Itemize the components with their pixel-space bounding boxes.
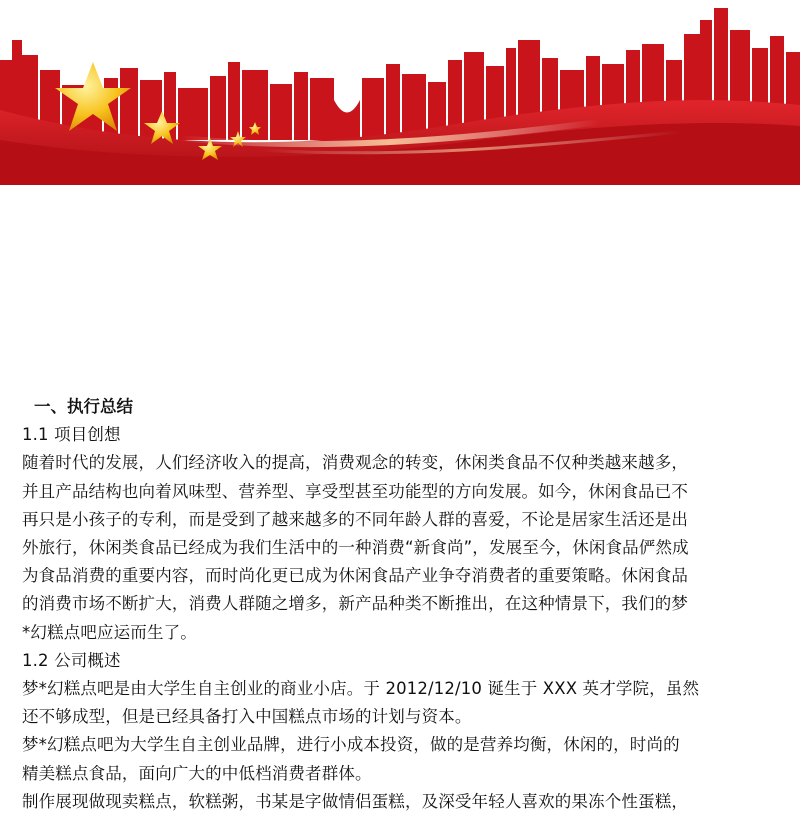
- paragraph-line: 梦*幻糕点吧为大学生自主创业品牌，进行小成本投资，做的是营养均衡，休闲的，时尚的: [22, 735, 680, 755]
- section-heading: 一、执行总结: [34, 397, 133, 416]
- paragraph-line: 还不够成型，但是已经具备打入中国糕点市场的计划与资本。: [22, 707, 472, 727]
- paragraph-line: 制作展现做现卖糕点，软糕粥，书某是字做情侣蛋糕，及深受年轻人喜欢的果冻个性蛋糕，: [22, 791, 688, 811]
- paragraph-line: 再只是小孩子的专利，而是受到了越来越多的不同年龄人群的喜爱，不论是居家生活还是出: [22, 509, 688, 529]
- skyline-banner-graphic: [0, 0, 800, 185]
- paragraph-line: 并且产品结构也向着风味型、营养型、享受型甚至功能型的方向发展。如今，休闲食品已不: [22, 481, 688, 501]
- paragraph-company-overview: [22, 675, 782, 816]
- paragraph-line: 梦*幻糕点吧是由大学生自主创业的商业小店。于 2012/12/10 诞生于 XXX 英才学院，虽然: [22, 679, 700, 699]
- paragraph-line: 随着时代的发展，人们经济收入的提高，消费观念的转变，休闲类食品不仅种类越来越多，: [22, 453, 688, 473]
- subsection-title: 1.1 项目创想: [22, 425, 121, 445]
- paragraph-line: 的消费市场不断扩大，消费人群随之增多，新产品种类不断推出，在这种情景下，我们的梦: [22, 594, 688, 614]
- paragraph-line: 精美糕点食品，面向广大的中低档消费者群体。: [22, 763, 372, 783]
- paragraph-line: 外旅行，休闲类食品已经成为我们生活中的一种消费“新食尚”，发展至今，休闲食品俨然成: [22, 538, 689, 558]
- subsection-title: 1.2 公司概述: [22, 650, 121, 670]
- paragraph-line: 为食品消费的重要内容，而时尚化更已成为休闲食品产业争夺消费者的重要策略。休闲食品: [22, 566, 688, 586]
- header-banner: [0, 0, 800, 185]
- paragraph-line: *幻糕点吧应运而生了。: [22, 622, 197, 642]
- paragraph-project-idea: [22, 449, 782, 646]
- document-body: [22, 393, 782, 816]
